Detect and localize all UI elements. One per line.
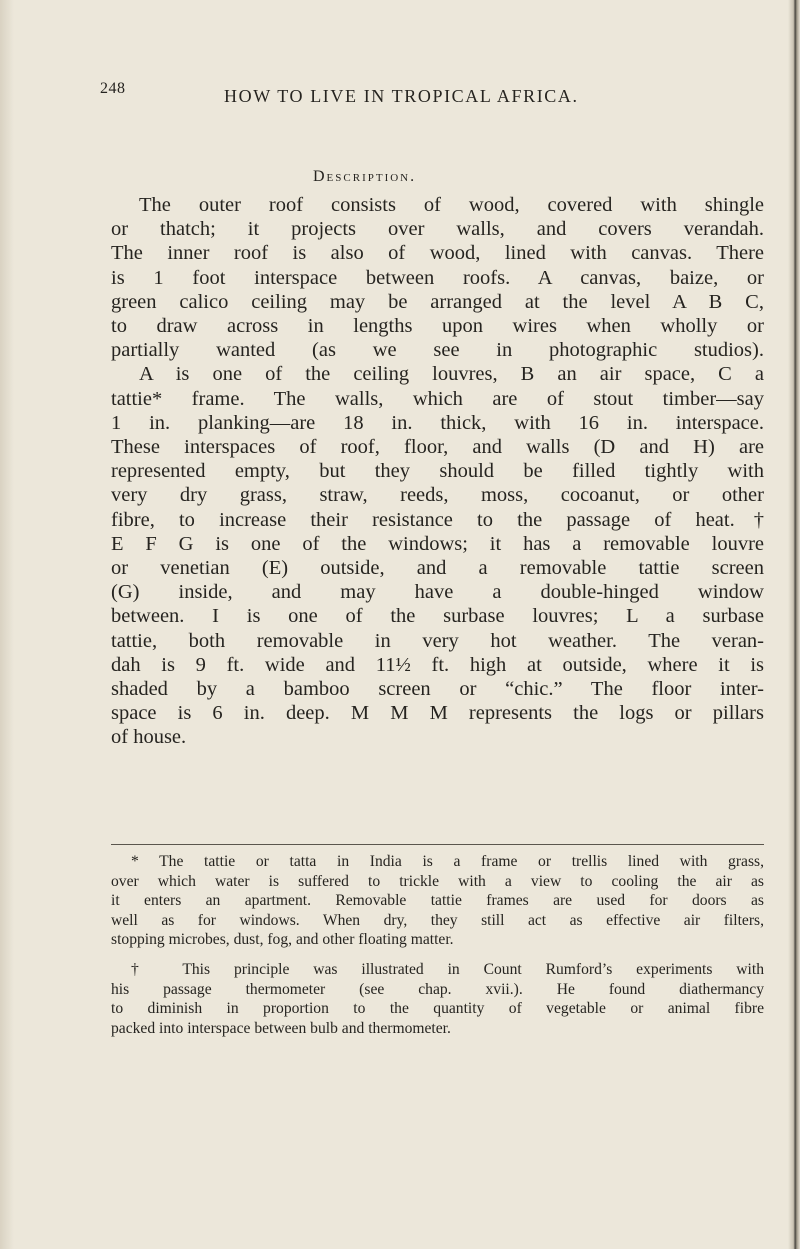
- body-line: or thatch; it projects over walls, and covers verandah.: [111, 218, 764, 241]
- body-line: dah is 9 ft. wide and 11½ ft. high at outside, where it is: [111, 653, 764, 676]
- footnote-rule: [111, 844, 764, 845]
- body-line: A is one of the ceiling louvres, B an air space, C a: [139, 363, 764, 386]
- footnote-gap: [111, 950, 764, 960]
- body-paragraph: [111, 193, 764, 750]
- body-line: 1 in. planking—are 18 in. thick, with 16 in. interspace.: [111, 411, 764, 434]
- page-right-edge: [788, 0, 800, 1249]
- body-line: to draw across in lengths upon wires when wholly or: [111, 315, 764, 338]
- footnote-line: * The tattie or tatta in India is a frame or trellis lined with grass,: [131, 853, 764, 870]
- footnote-rumford: [111, 960, 764, 1038]
- body-line: The inner roof is also of wood, lined with canvas. There: [111, 242, 764, 265]
- body-line: represented empty, but they should be filled tightly with: [111, 460, 764, 483]
- body-line: of house.: [111, 726, 187, 749]
- footnote-line: † This principle was illustrated in Count Rumford’s experiments with: [131, 960, 764, 978]
- body-line: tattie, both removable in very hot weather. The veran-: [111, 629, 764, 652]
- body-line: very dry grass, straw, reeds, moss, cocoanut, or other: [111, 484, 764, 507]
- footnote-line: packed into interspace between bulb and thermometer.: [111, 1019, 451, 1037]
- body-line: tattie* frame. The walls, which are of stout timber—say: [111, 387, 764, 410]
- body-line: (G) inside, and may have a double-hinged window: [111, 581, 764, 604]
- section-heading: Description.: [313, 168, 417, 185]
- body-line: between. I is one of the surbase louvres; L a surbase: [111, 605, 764, 628]
- body-line: is 1 foot interspace between roofs. A canvas, baize, or: [111, 266, 764, 289]
- body-line: These interspaces of roof, floor, and walls (D and H) are: [111, 436, 764, 459]
- footnote-line: to diminish in proportion to the quantity of vegetable or animal fibre: [111, 1000, 764, 1018]
- body-line: shaded by a bamboo screen or “chic.” The floor inter-: [111, 678, 764, 701]
- body-line: green calico ceiling may be arranged at the level A B C,: [111, 290, 764, 313]
- page-number: 248: [100, 80, 126, 97]
- footnote-tattie: [111, 852, 764, 950]
- body-line: partially wanted (as we see in photographic studios).: [111, 339, 764, 362]
- footnote-line: over which water is suffered to trickle with a view to cooling the air as: [111, 872, 764, 890]
- footnotes: [111, 852, 764, 1038]
- body-line: The outer roof consists of wood, covered with shingle: [139, 194, 764, 216]
- body-line: or venetian (E) outside, and a removable tattie screen: [111, 557, 764, 580]
- footnote-line: it enters an apartment. Removable tattie frames are used for doors as: [111, 892, 764, 910]
- body-line: fibre, to increase their resistance to the passage of heat.†: [111, 508, 764, 531]
- footnote-line: stopping microbes, dust, fog, and other floating matter.: [111, 931, 454, 949]
- running-head: HOW TO LIVE IN TROPICAL AFRICA.: [224, 86, 579, 106]
- footnote-line: his passage thermometer (see chap. xvii.). He found diathermancy: [111, 980, 764, 998]
- body-line: space is 6 in. deep. M M M represents the logs or pillars: [111, 702, 764, 725]
- page-left-shadow: [0, 0, 14, 1249]
- body-line: E F G is one of the windows; it has a removable louvre: [111, 532, 764, 555]
- footnote-line: well as for windows. When dry, they still act as effective air filters,: [111, 911, 764, 929]
